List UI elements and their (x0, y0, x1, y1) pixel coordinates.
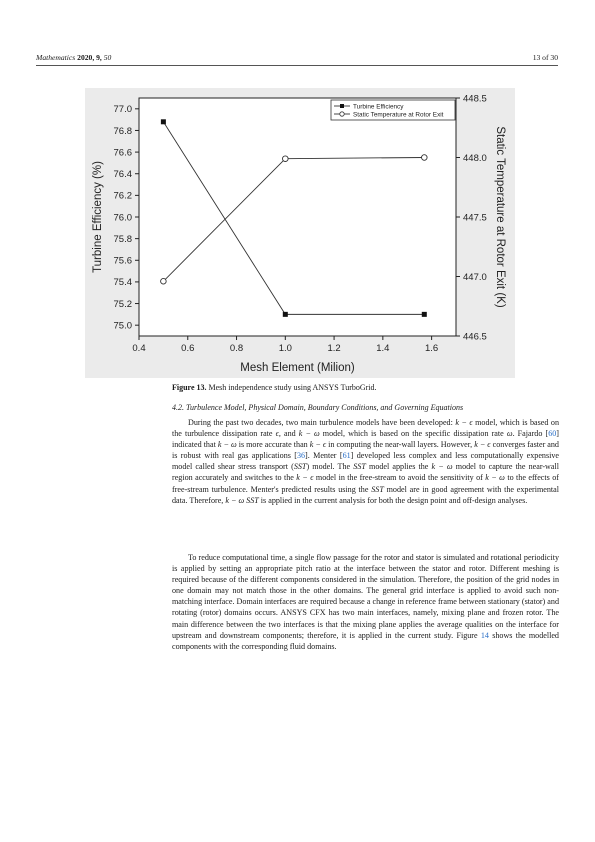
legend-entry-label: Static Temperature at Rotor Exit (353, 111, 444, 119)
data-point-temperature (422, 155, 428, 161)
data-point-temperature (283, 156, 289, 162)
y-left-tick-label: 76.8 (113, 125, 132, 137)
paragraph-domain-interfaces: To reduce computational time, a single flow passage for the rotor and stator is simulated and rotational periodicity is applied by setting an appropriate pitch ratio at the interface between the stator and rotor. Different meshing is required because of the different components considered in the simulation. Therefore, the position of the grid nodes in one domain may not match those in the other domains. The general grid interface is applied to avoid such non-matching interface. Domain interfaces are required because a change in reference frame between stationary (stator) and rotating (rotor) domains occurs. ANSYS CFX has two main interfaces, namely, mixing plane and frozen rotor. The main difference between the two interfaces is that the mixing plane applies the average qualities on the interface for upstream and downstream components; therefore, it is applied in the current study. Figure 14 shows the modelled components with the corresponding fluid domains. (172, 553, 559, 651)
chart-svg (85, 88, 515, 378)
y-right-tick-label: 447.5 (463, 212, 487, 224)
paragraph-turbulence-models: During the past two decades, two main turbulence models have been developed: k − ϵ model, which is based on the turbulence dissipation rate ϵ, and k − ω model, which is based on the specific dissipation rate ω. Fajardo [60] indicated that k − ω is more accurate than k − ϵ in computing the near-wall layers. However, k − ϵ converges faster and is robust with real gas applications [36]. Menter [61] developed less complex and less computationally expensive model called shear stress transport (SST) model. The SST model applies the k − ω model to capture the near-wall region accurately and switches to the k − ϵ model in the free-stream to avoid the sensitivity of k − ω to the effects of free-stream turbulence. Menter's predicted results using the SST model are in good agreement with the experimental data. Therefore, k − ω SST is applied in the current analysis for both the design point and off-design analyses. (172, 418, 560, 505)
y-left-axis-label: Turbine Efficiency (%) (92, 161, 104, 273)
figure-link-14[interactable]: 14 (480, 630, 489, 640)
citation-link-36[interactable]: 36 (296, 451, 306, 461)
running-header-journal (36, 53, 111, 62)
y-left-tick-label: 75.4 (113, 277, 132, 289)
x-tick-label: 0.8 (229, 343, 244, 354)
x-tick-label: 0.4 (132, 343, 146, 354)
x-axis-label: Mesh Element (Milion) (240, 362, 355, 374)
figure-caption (172, 383, 377, 392)
legend-marker-circle (340, 112, 344, 116)
y-right-tick-label: 446.5 (463, 331, 487, 343)
citation-link-61[interactable]: 61 (342, 451, 351, 461)
data-point-efficiency (283, 312, 288, 317)
y-left-tick-label: 76.2 (113, 190, 132, 202)
y-right-tick-label: 448.0 (463, 152, 487, 164)
x-tick-label: 1.0 (278, 343, 292, 354)
journal-year-volume: 2020, 9, (77, 53, 102, 62)
y-right-axis-label: Static Temperature at Rotor Exit (K) (494, 126, 506, 308)
y-left-tick-label: 75.6 (113, 255, 132, 267)
plot-area (139, 98, 456, 336)
y-left-tick-label: 75.8 (113, 233, 132, 245)
y-left-tick-label: 76.4 (113, 169, 132, 181)
y-left-tick-label: 75.0 (113, 320, 132, 332)
journal-name: Mathematics (36, 53, 76, 62)
data-point-efficiency (422, 312, 427, 317)
x-tick-label: 1.2 (327, 343, 341, 354)
section-heading: 4.2. Turbulence Model, Physical Domain, Boundary Conditions, and Governing Equations (172, 403, 464, 412)
article-number: 50 (103, 53, 112, 62)
y-left-tick-label: 75.2 (113, 298, 132, 310)
x-tick-label: 1.6 (425, 343, 439, 354)
citation-link-60[interactable]: 60 (548, 429, 557, 439)
y-right-tick-label: 447.0 (463, 271, 487, 283)
legend-marker-square (340, 104, 344, 108)
mesh-independence-chart (85, 88, 515, 378)
header-rule (36, 65, 558, 66)
y-left-tick-label: 76.0 (113, 212, 132, 224)
data-point-temperature (161, 278, 167, 284)
page-number: 13 of 30 (532, 53, 558, 62)
figure-label: Figure 13. (172, 383, 207, 392)
legend-entry-label: Turbine Efficiency (353, 103, 404, 111)
figure-caption-text: Mesh independence study using ANSYS TurboGrid. (208, 383, 377, 392)
y-right-tick-label: 448.5 (463, 93, 487, 105)
y-left-tick-label: 76.6 (113, 147, 132, 159)
data-point-efficiency (161, 119, 166, 124)
x-tick-label: 0.6 (181, 343, 195, 354)
y-left-tick-label: 77.0 (113, 104, 132, 116)
x-tick-label: 1.4 (376, 343, 390, 354)
